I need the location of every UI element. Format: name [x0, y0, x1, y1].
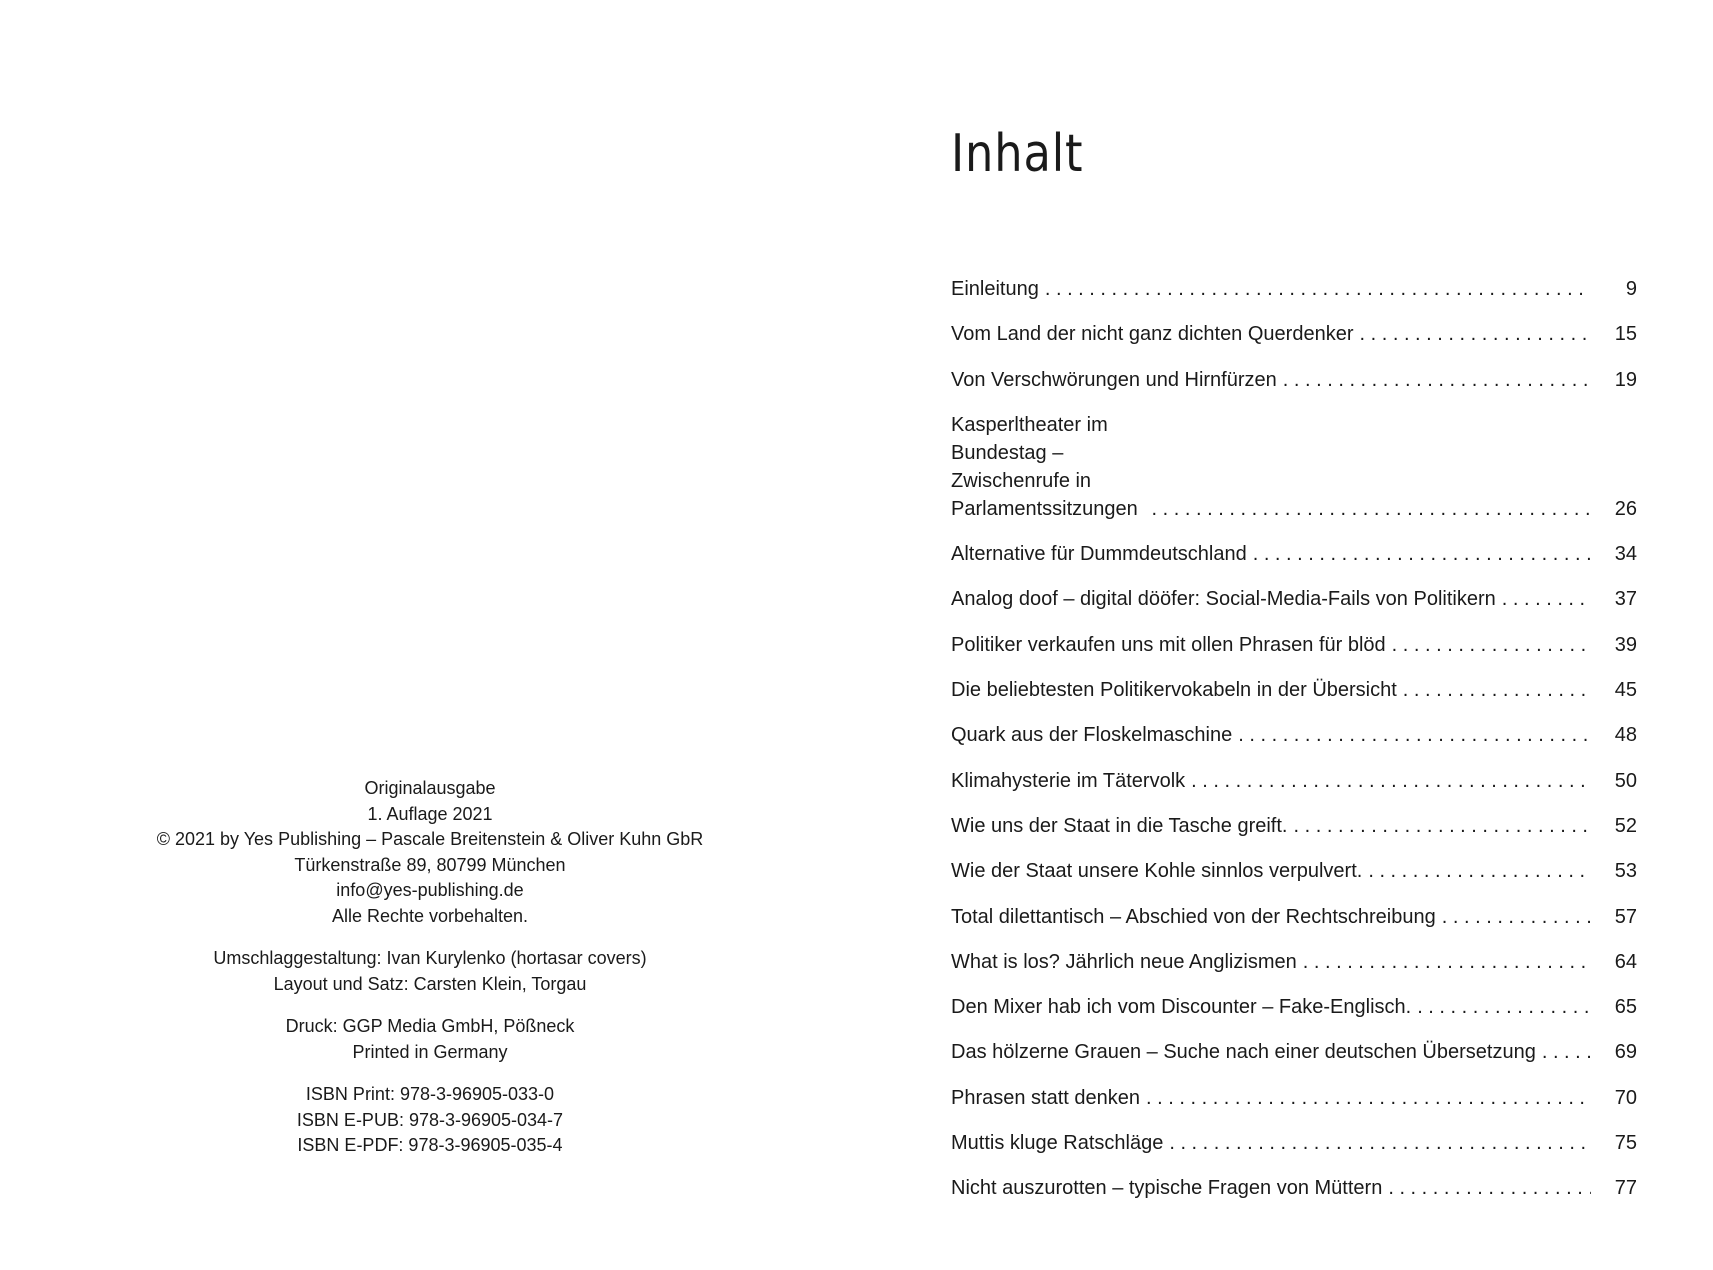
imprint-isbn-block — [110, 1082, 750, 1159]
toc-entry-title: Total dilettantisch – Abschied von der Rechtschreibung — [951, 905, 1436, 928]
toc-entry-page: 48 — [1614, 724, 1637, 747]
toc-entry-title: Die beliebtesten Politikervokabeln in der Übersicht — [951, 679, 1397, 702]
toc-entry[interactable] — [951, 993, 1637, 1021]
toc-entry[interactable] — [951, 320, 1637, 348]
toc-entry-title: Von Verschwörungen und Hirnfürzen — [951, 368, 1277, 391]
imprint-line: Druck: GGP Media GmbH, Pößneck — [285, 1016, 575, 1036]
toc-entry-page: 39 — [1614, 633, 1637, 656]
toc-entry-page: 9 — [1625, 278, 1637, 300]
toc-entry-title: Nicht auszurotten – typische Fragen von Müttern — [951, 1177, 1383, 1200]
toc-leader-dots — [1152, 495, 1591, 523]
toc-entry-page: 26 — [1614, 497, 1637, 520]
toc-entry-page: 52 — [1614, 814, 1637, 837]
toc-entry[interactable] — [951, 948, 1637, 976]
toc-entry[interactable] — [951, 585, 1637, 613]
toc-entry[interactable] — [951, 1174, 1637, 1202]
toc-entry[interactable] — [951, 903, 1637, 931]
toc-entry[interactable] — [951, 1038, 1637, 1066]
imprint-line: ISBN E-PUB: 978-3-96905-034-7 — [296, 1109, 564, 1130]
toc-leader-dots — [1238, 721, 1591, 749]
toc-entry-page: 65 — [1614, 996, 1637, 1019]
toc-entry-page: 57 — [1614, 905, 1637, 928]
toc-entry-page: 37 — [1614, 588, 1637, 611]
toc-entry-title: Wie der Staat unsere Kohle sinnlos verpulvert. — [951, 860, 1363, 883]
toc-leader-dots — [1303, 948, 1591, 976]
toc-entry-title: What is los? Jährlich neue Anglizismen — [951, 950, 1297, 973]
toc-entry-page: 15 — [1614, 323, 1637, 346]
toc-leader-dots — [1146, 1084, 1591, 1112]
toc-entry-title: Muttis kluge Ratschläge — [951, 1132, 1164, 1155]
imprint-line: Layout und Satz: Carsten Klein, Torgau — [273, 973, 587, 994]
toc-entry-title: Den Mixer hab ich vom Discounter – Fake-Englisch. — [951, 996, 1412, 1019]
toc-entry-title: Quark aus der Floskelmaschine — [951, 724, 1233, 747]
toc-entry-page: 77 — [1614, 1177, 1637, 1200]
toc-leader-dots — [1542, 1038, 1591, 1066]
toc-entry-title: Vom Land der nicht ganz dichten Querdenker — [951, 323, 1354, 346]
toc-entry[interactable] — [951, 366, 1637, 394]
contents-page — [856, 0, 1713, 1270]
toc-leader-dots — [1502, 585, 1591, 613]
toc-entry-title: Analog doof – digital dööfer: Social-Media-Fails von Politikern — [951, 588, 1496, 611]
toc-entry-title: Klimahysterie im Tätervolk — [951, 769, 1186, 792]
imprint-line: ISBN Print: 978-3-96905-033-0 — [305, 1084, 555, 1104]
toc-entry[interactable] — [951, 767, 1637, 795]
imprint-line: Alle Rechte vorbehalten. — [331, 905, 529, 926]
toc-leader-dots — [1045, 275, 1591, 303]
toc-entry-page: 75 — [1614, 1132, 1637, 1155]
toc-entry-title: Phrasen statt denken — [951, 1086, 1141, 1109]
toc-leader-dots — [1169, 1129, 1591, 1157]
toc-leader-dots — [1368, 857, 1591, 885]
toc-leader-dots — [1403, 676, 1591, 704]
toc-leader-dots — [1191, 767, 1591, 795]
toc-entry-page: 45 — [1614, 679, 1637, 702]
toc-entry-title: Kasperltheater im Bundestag – Zwischenrufe in Parlamentssitzungen — [951, 413, 1138, 520]
toc-entry-title: Einleitung — [951, 278, 1039, 300]
imprint-line: Türkenstraße 89, 80799 München — [294, 854, 566, 875]
imprint-line: Umschlaggestaltung: Ivan Kurylenko (hortasar covers) — [213, 948, 647, 968]
imprint-line: info@yes-publishing.de — [336, 880, 524, 900]
toc-entry[interactable] — [951, 676, 1637, 704]
toc-leader-dots — [1359, 320, 1591, 348]
imprint-line: ISBN E-PDF: 978-3-96905-035-4 — [297, 1135, 563, 1155]
imprint-print-block — [110, 1014, 750, 1065]
toc-entry-title: Alternative für Dummdeutschland — [951, 543, 1247, 566]
imprint-design-block — [110, 946, 750, 997]
toc-entry-page: 34 — [1614, 543, 1637, 566]
imprint-line: Originalausgabe — [364, 778, 496, 798]
page-title: Inhalt — [951, 124, 1084, 184]
toc-entry-title: Wie uns der Staat in die Tasche greift. — [951, 814, 1288, 837]
toc-entry-page: 50 — [1614, 769, 1637, 792]
imprint-line: © 2021 by Yes Publishing – Pascale Breitenstein & Oliver Kuhn GbR — [156, 829, 704, 849]
imprint-page — [0, 0, 856, 1270]
imprint — [110, 776, 750, 1176]
toc-entry[interactable] — [951, 631, 1637, 659]
toc-leader-dots — [1283, 366, 1591, 394]
table-of-contents — [951, 275, 1637, 1220]
toc-leader-dots — [1392, 631, 1591, 659]
toc-entry[interactable] — [951, 540, 1637, 568]
toc-entry[interactable] — [951, 1129, 1637, 1157]
imprint-publisher-block — [110, 776, 750, 929]
toc-entry[interactable] — [951, 812, 1637, 840]
toc-leader-dots — [1253, 540, 1591, 568]
toc-entry[interactable] — [951, 1084, 1637, 1112]
toc-leader-dots — [1388, 1174, 1591, 1202]
toc-entry[interactable] — [951, 411, 1637, 523]
toc-entry-title: Politiker verkaufen uns mit ollen Phrasen für blöd — [951, 633, 1386, 656]
imprint-line: Printed in Germany — [352, 1041, 508, 1062]
toc-entry[interactable] — [951, 857, 1637, 885]
toc-entry-page: 19 — [1614, 368, 1637, 391]
toc-entry-title: Das hölzerne Grauen – Suche nach einer deutschen Übersetzung — [951, 1041, 1536, 1064]
toc-leader-dots — [1417, 993, 1591, 1021]
toc-leader-dots — [1293, 812, 1591, 840]
toc-entry-page: 53 — [1614, 860, 1637, 883]
toc-entry[interactable] — [951, 721, 1637, 749]
imprint-line: 1. Auflage 2021 — [367, 803, 493, 824]
toc-entry[interactable] — [951, 275, 1637, 303]
toc-entry-page: 69 — [1614, 1041, 1637, 1064]
toc-entry-page: 64 — [1614, 950, 1637, 973]
toc-entry-page: 70 — [1614, 1086, 1637, 1109]
toc-leader-dots — [1442, 903, 1591, 931]
